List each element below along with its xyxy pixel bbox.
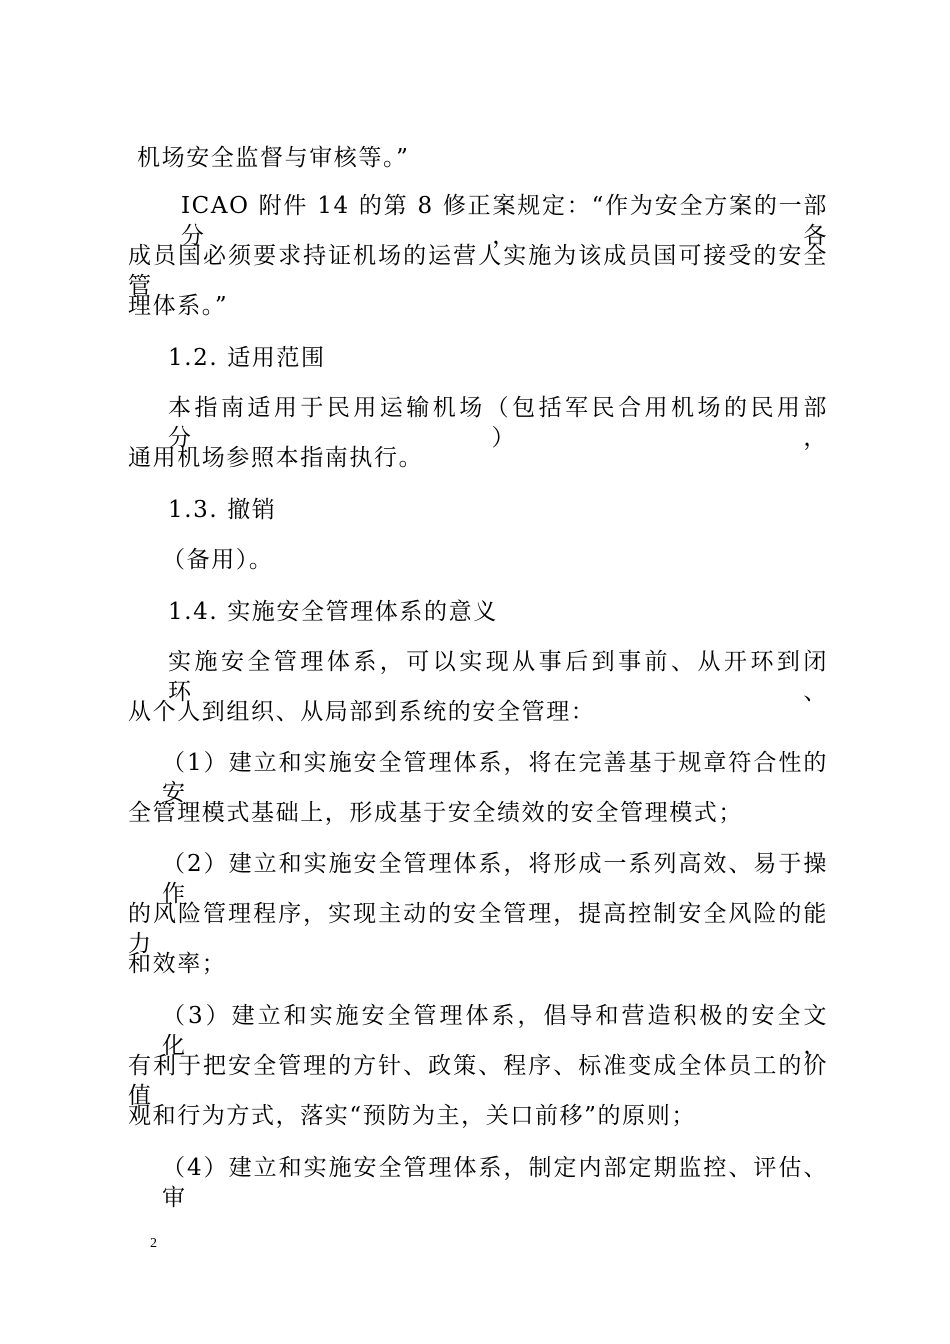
text-line-2: ICAO 附件 14 的第 8 修正案规定：“作为安全方案的一部分，各: [181, 193, 828, 249]
text-line-11: 实施安全管理体系，可以实现从事后到事前、从开环到闭环、: [168, 649, 828, 705]
text-line-12: 从个人到组织、从局部到系统的安全管理：: [128, 699, 596, 725]
text-line-19: 有利于把安全管理的方针、政策、程序、标准变成全体员工的价值: [128, 1053, 828, 1109]
text-line-14: 全管理模式基础上，形成基于安全绩效的安全管理模式；: [128, 800, 743, 826]
text-line-21: （4）建立和实施安全管理体系，制定内部定期监控、评估、审: [162, 1155, 828, 1211]
text-line-13: （1）建立和实施安全管理体系，将在完善基于规章符合性的安: [162, 750, 828, 806]
text-line-4: 理体系。”: [128, 293, 229, 319]
text-line-1: 机场安全监督与审核等。”: [137, 145, 410, 171]
text-line-15: （2）建立和实施安全管理体系，将形成一系列高效、易于操作: [162, 851, 828, 907]
text-line-17: 和效率；: [128, 951, 227, 977]
text-line-18: （3）建立和实施安全管理体系，倡导和营造积极的安全文化，: [162, 1003, 828, 1059]
page-number: 2: [150, 1236, 157, 1251]
text-line-9: （备用）。: [162, 547, 274, 573]
section-heading-1-4: 1.4. 实施安全管理体系的意义: [168, 599, 498, 625]
text-line-20: 观和行为方式，落实“预防为主，关口前移”的原则；: [128, 1103, 696, 1129]
text-line-3: 成员国必须要求持证机场的运营人实施为该成员国可接受的安全管: [128, 243, 828, 299]
text-line-7: 通用机场参照本指南执行。: [128, 445, 424, 471]
section-heading-1-3: 1.3. 撤销: [168, 497, 277, 523]
section-heading-1-2: 1.2. 适用范围: [168, 345, 326, 371]
text-line-16: 的风险管理程序，实现主动的安全管理，提高控制安全风险的能力: [128, 901, 828, 957]
text-line-6: 本指南适用于民用运输机场（包括军民合用机场的民用部分），: [168, 395, 828, 451]
